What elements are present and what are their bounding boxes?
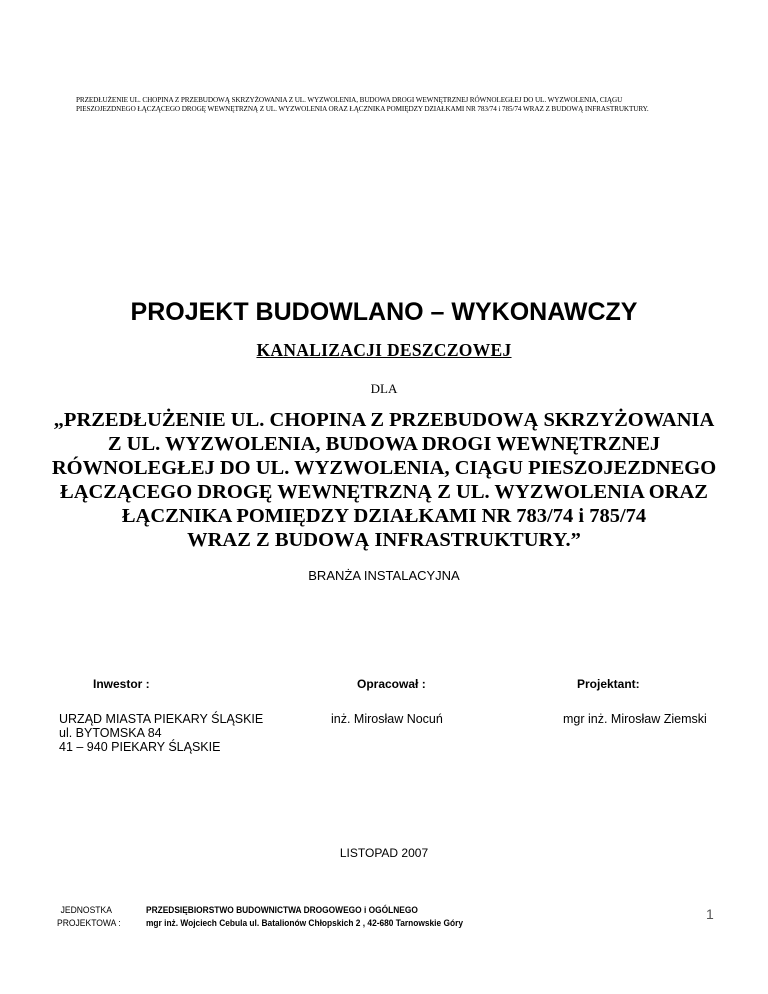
document-date: LISTOPAD 2007 bbox=[339, 846, 429, 860]
project-title bbox=[40, 408, 728, 552]
project-title-line: Z UL. WYZWOLENIA, BUDOWA DROGI WEWNĘTRZNEJ bbox=[107, 433, 661, 455]
investor-line: 41 – 940 PIEKARY ŚLĄSKIE bbox=[59, 740, 221, 754]
design-unit-label-line: PROJEKTOWA : bbox=[57, 918, 121, 929]
investor-line: URZĄD MIASTA PIEKARY ŚLĄSKIE bbox=[59, 712, 264, 726]
project-title-line: „PRZEDŁUŻENIE UL. CHOPINA Z PRZEBUDOWĄ SKRZYŻOWANIA bbox=[53, 409, 715, 431]
page-number: 1 bbox=[706, 906, 714, 922]
project-title-line: ŁĄCZĄCEGO DROGĘ WEWNĘTRZNĄ Z UL. WYZWOLENIA ORAZ bbox=[60, 481, 708, 503]
investor-label: Inwestor : bbox=[93, 677, 150, 691]
investor-line: ul. BYTOMSKA 84 bbox=[59, 726, 162, 740]
company-name: PRZEDSIĘBIORSTWO BUDOWNICTWA DROGOWEGO i OGÓLNEGO bbox=[146, 905, 418, 916]
design-unit-label bbox=[57, 904, 121, 930]
project-title-line: RÓWNOLEGŁEJ DO UL. WYZWOLENIA, CIĄGU PIESZOJEZDNEGO bbox=[51, 457, 717, 479]
designer-name: mgr inż. Mirosław Ziemski bbox=[563, 712, 707, 726]
prepared-by-name: inż. Mirosław Nocuń bbox=[331, 712, 443, 726]
prepared-by-label: Opracował : bbox=[357, 677, 426, 691]
running-header bbox=[76, 96, 716, 114]
main-title: PROJEKT BUDOWLANO – WYKONAWCZY bbox=[130, 298, 638, 326]
running-header-line: PIESZOJEZDNEGO ŁĄCZĄCEGO DROGĘ WEWNĘTRZNĄ Z UL. WYZWOLENIA ORAZ ŁĄCZNIKA POMIĘDZY DZIAŁKAMI NR 783/74 i 785/74 WRAZ Z BUDOWĄ INFRASTRUKTURY. bbox=[76, 105, 649, 113]
branch-label: BRANŻA INSTALACYJNA bbox=[308, 568, 460, 583]
project-title-line: WRAZ Z BUDOWĄ INFRASTRUKTURY.” bbox=[187, 529, 581, 551]
designer-label: Projektant: bbox=[577, 677, 640, 691]
investor-address bbox=[59, 712, 263, 754]
for-label: DLA bbox=[370, 381, 398, 396]
design-unit-label-line: JEDNOSTKA bbox=[60, 905, 112, 916]
company-address: mgr inż. Wojciech Cebula ul. Batalionów Chłopskich 2 , 42-680 Tarnowskie Góry bbox=[146, 918, 463, 929]
design-unit-info bbox=[146, 904, 463, 930]
running-header-line: PRZEDŁUŻENIE UL. CHOPINA Z PRZEBUDOWĄ SKRZYŻOWANIA Z UL. WYZWOLENIA, BUDOWA DROGI WEWNĘTRZNEJ RÓWNOLEGŁEJ DO UL. WYZWOLENIA, CIĄGU bbox=[76, 96, 623, 104]
document-subtitle: KANALIZACJI DESZCZOWEJ bbox=[256, 340, 512, 360]
project-title-line: ŁĄCZNIKA POMIĘDZY DZIAŁKAMI NR 783/74 i 785/74 bbox=[121, 505, 647, 527]
